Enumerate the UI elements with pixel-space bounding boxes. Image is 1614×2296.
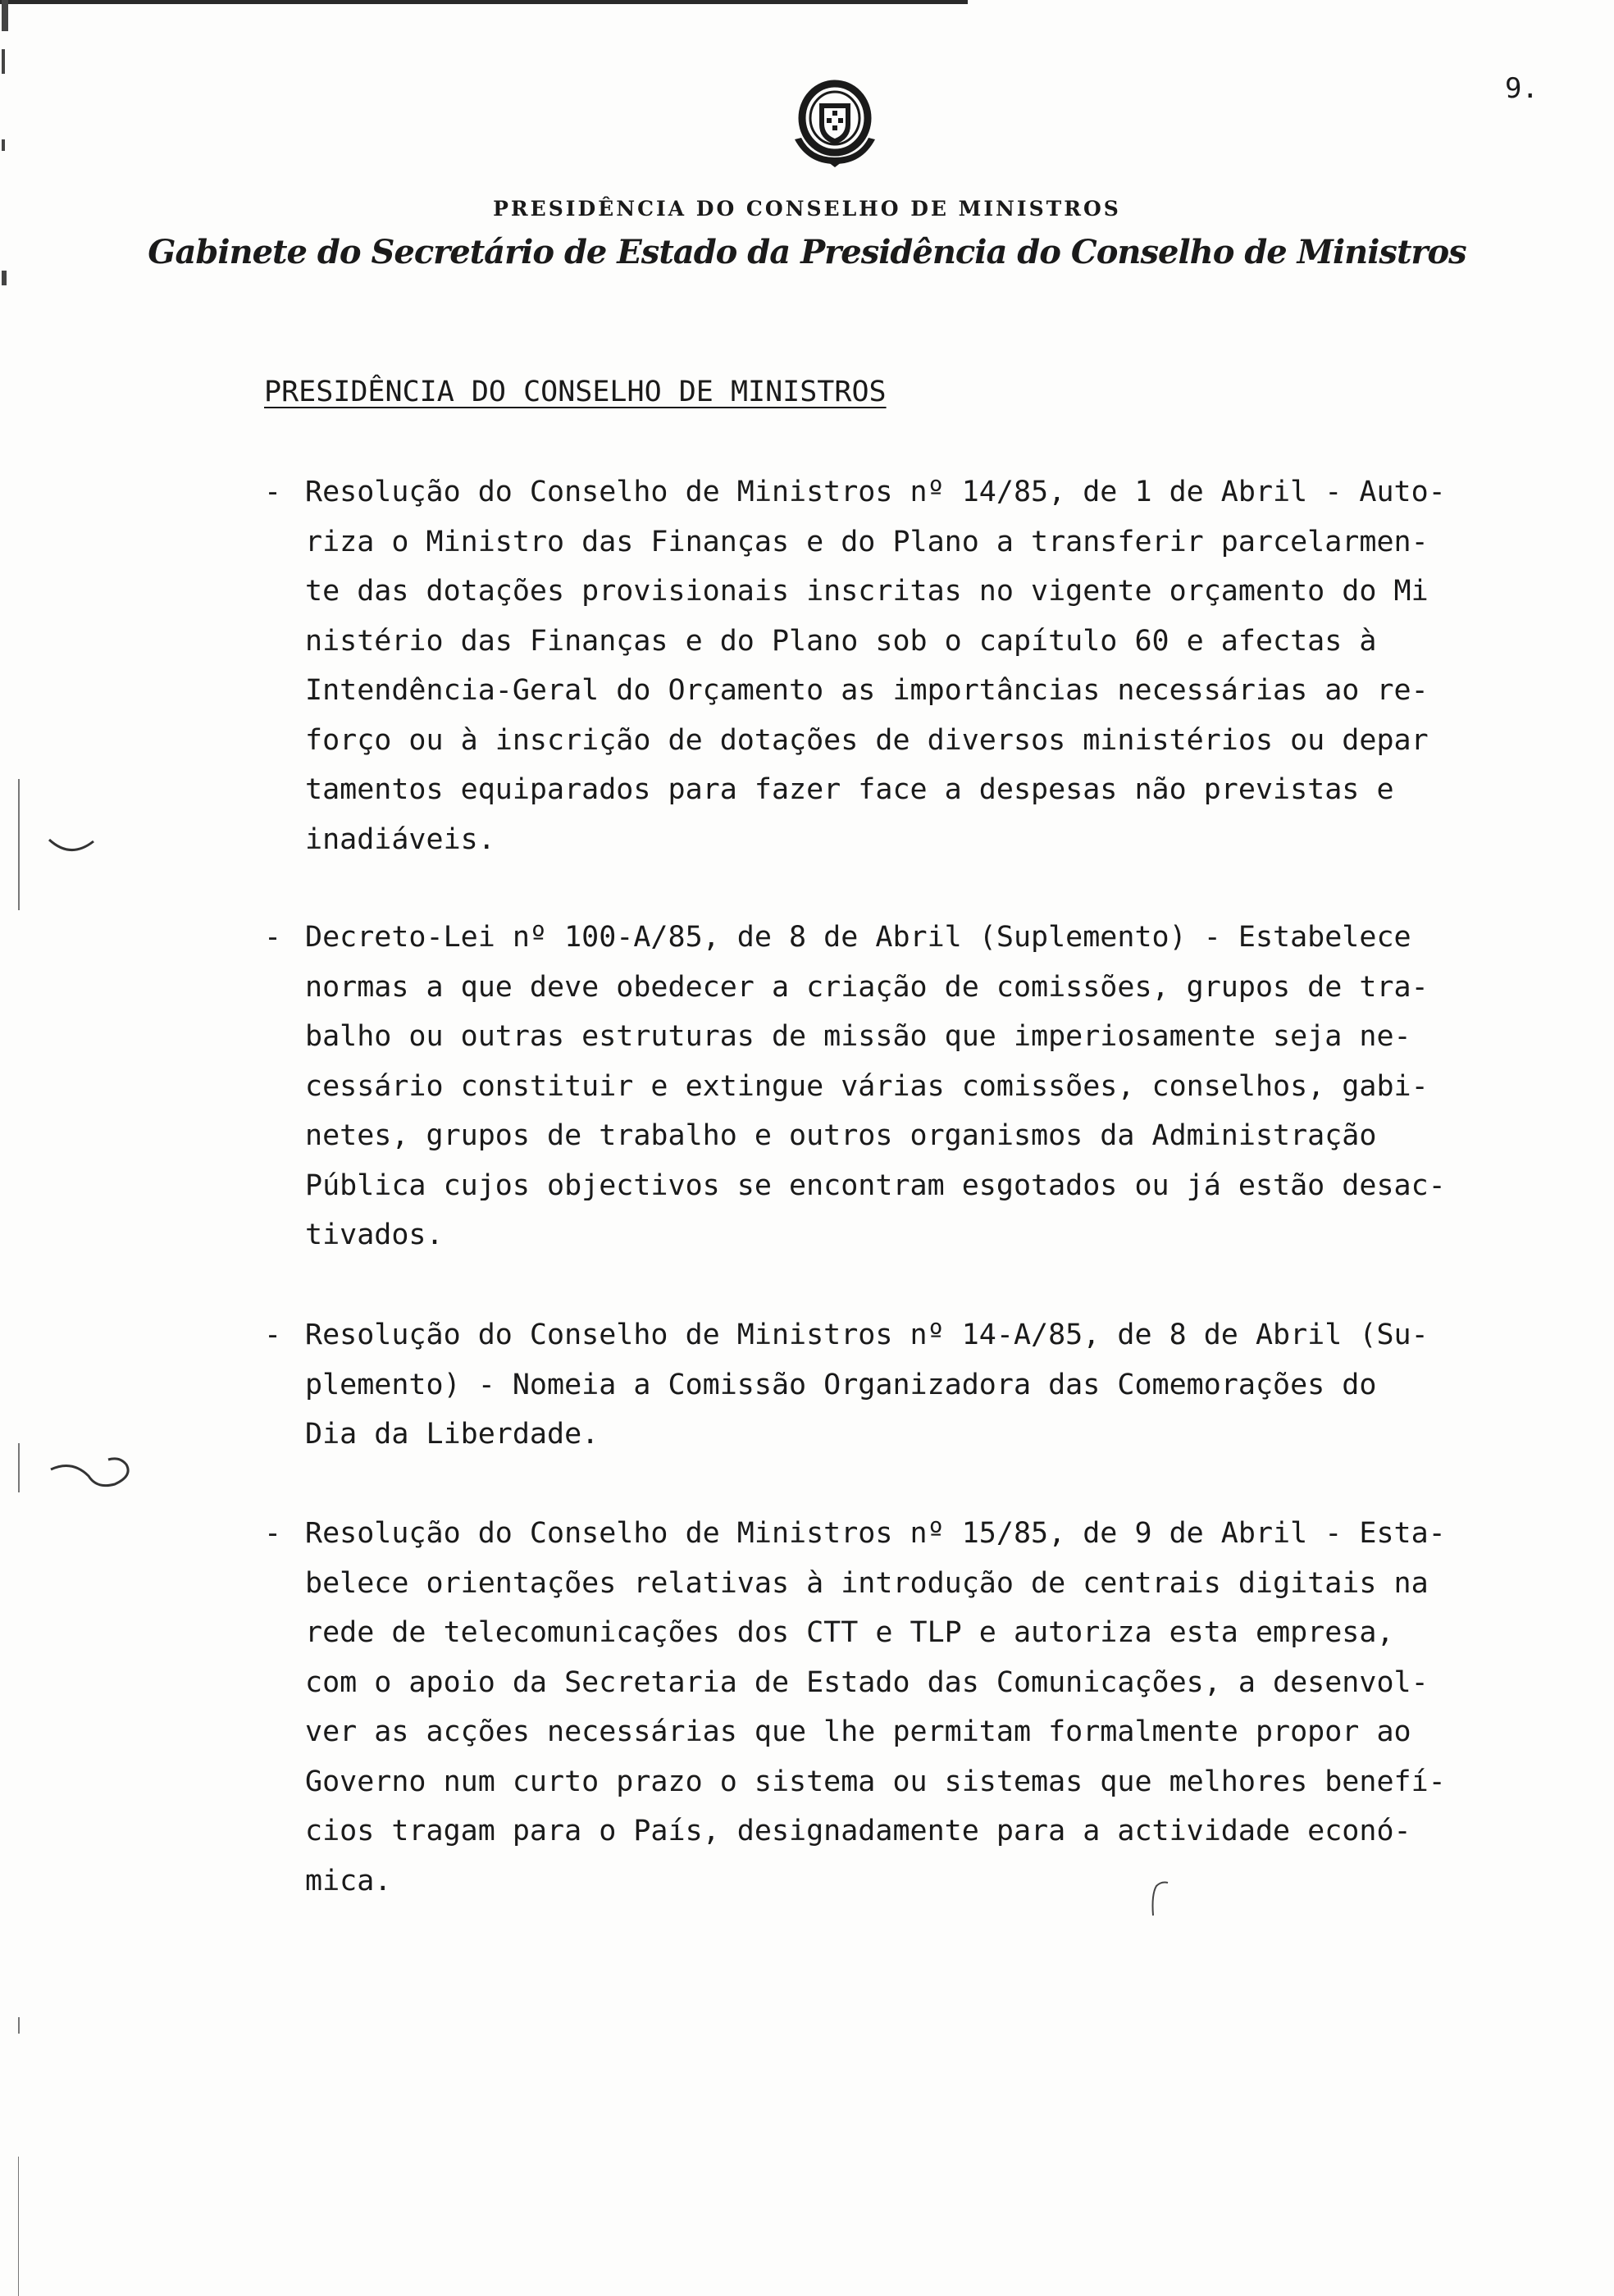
list-item (264, 913, 1609, 1260)
margin-pencil-mark (48, 1451, 138, 1501)
list-item-dash: - (264, 1517, 282, 1550)
list-item-line: belece orientações relativas à introdução de centrais digitais na (305, 1566, 1429, 1600)
list-item-line: Intendência-Geral do Orçamento as importâncias necessárias ao re- (305, 674, 1429, 707)
scan-edge-artifact (0, 0, 968, 4)
office-subheader: Gabinete do Secretário de Estado da Presidência do Conselho de Ministros (148, 233, 1466, 271)
section-title: PRESIDÊNCIA DO CONSELHO DE MINISTROS (264, 376, 887, 408)
list-item-line: rede de telecomunicações dos CTT e TLP e autoriza esta empresa, (305, 1616, 1394, 1649)
list-item-line: riza o Ministro das Finanças e do Plano a transferir parcelarmen- (305, 525, 1429, 558)
list-item-line: com o apoio da Secretaria de Estado das Comunicações, a desenvol- (305, 1665, 1429, 1699)
list-item-line: cessário constituir e extingue várias comissões, conselhos, gabi- (305, 1069, 1429, 1103)
list-item-line: inadiáveis. (305, 822, 495, 856)
list-item-line: Decreto-Lei nº 100-A/85, de 8 de Abril (Suplemento) - Estabelece (305, 921, 1411, 954)
list-item-line: cios tragam para o País, designadamente para a actividade econó- (305, 1815, 1411, 1847)
list-item (264, 1509, 1609, 1906)
list-item-line: plemento) - Nomeia a Comissão Organizadora das Comemorações do (305, 1368, 1377, 1401)
list-item-dash: - (264, 1319, 282, 1351)
margin-pencil-mark (48, 835, 97, 859)
list-item-dash: - (264, 476, 282, 508)
page-number: 9. (1505, 72, 1539, 105)
institution-header: PRESIDÊNCIA DO CONSELHO DE MINISTROS (493, 197, 1121, 221)
list-item-line: mica. (305, 1864, 392, 1897)
list-item-line: Resolução do Conselho de Ministros nº 15/85, de 9 de Abril - Esta- (305, 1517, 1446, 1550)
list-item-line: tivados. (305, 1219, 444, 1251)
list-item-line: Resolução do Conselho de Ministros nº 14/85, de 1 de Abril - Auto- (305, 476, 1446, 508)
list-item-line: Governo num curto prazo o sistema ou sistemas que melhores benefí- (305, 1765, 1446, 1798)
coat-of-arms-emblem (783, 67, 887, 171)
list-item-line: tamentos equiparados para fazer face a despesas não previstas e (305, 773, 1394, 806)
list-item-line: Dia da Liberdade. (305, 1418, 600, 1451)
list-item-line: Resolução do Conselho de Ministros nº 14-A/85, de 8 de Abril (Su- (305, 1319, 1429, 1351)
list-item-line: forço ou à inscrição de dotações de diversos ministérios ou depar (305, 723, 1429, 757)
list-item-line: balho ou outras estruturas de missão que imperiosamente seja ne- (305, 1020, 1411, 1053)
margin-rule (18, 2157, 19, 2296)
list-item (264, 1310, 1609, 1460)
list-item-line: te das dotações provisionais inscritas no vigente orçamento do Mi (305, 575, 1429, 608)
list-item-dash: - (264, 921, 282, 954)
margin-rule (18, 2017, 20, 2034)
list-item-line: ver as acções necessárias que lhe permitam formalmente propor ao (305, 1715, 1411, 1748)
margin-rule (18, 1443, 20, 1492)
margin-rule (18, 779, 20, 910)
list-item (264, 467, 1609, 864)
list-item-line: netes, grupos de trabalho e outros organismos da Administração (305, 1119, 1377, 1152)
list-item-line: nistério das Finanças e do Plano sob o capítulo 60 e afectas à (305, 624, 1377, 658)
list-item-line: normas a que deve obedecer a criação de comissões, grupos de tra- (305, 970, 1429, 1004)
list-item-line: Pública cujos objectivos se encontram esgotados ou já estão desac- (305, 1168, 1446, 1202)
